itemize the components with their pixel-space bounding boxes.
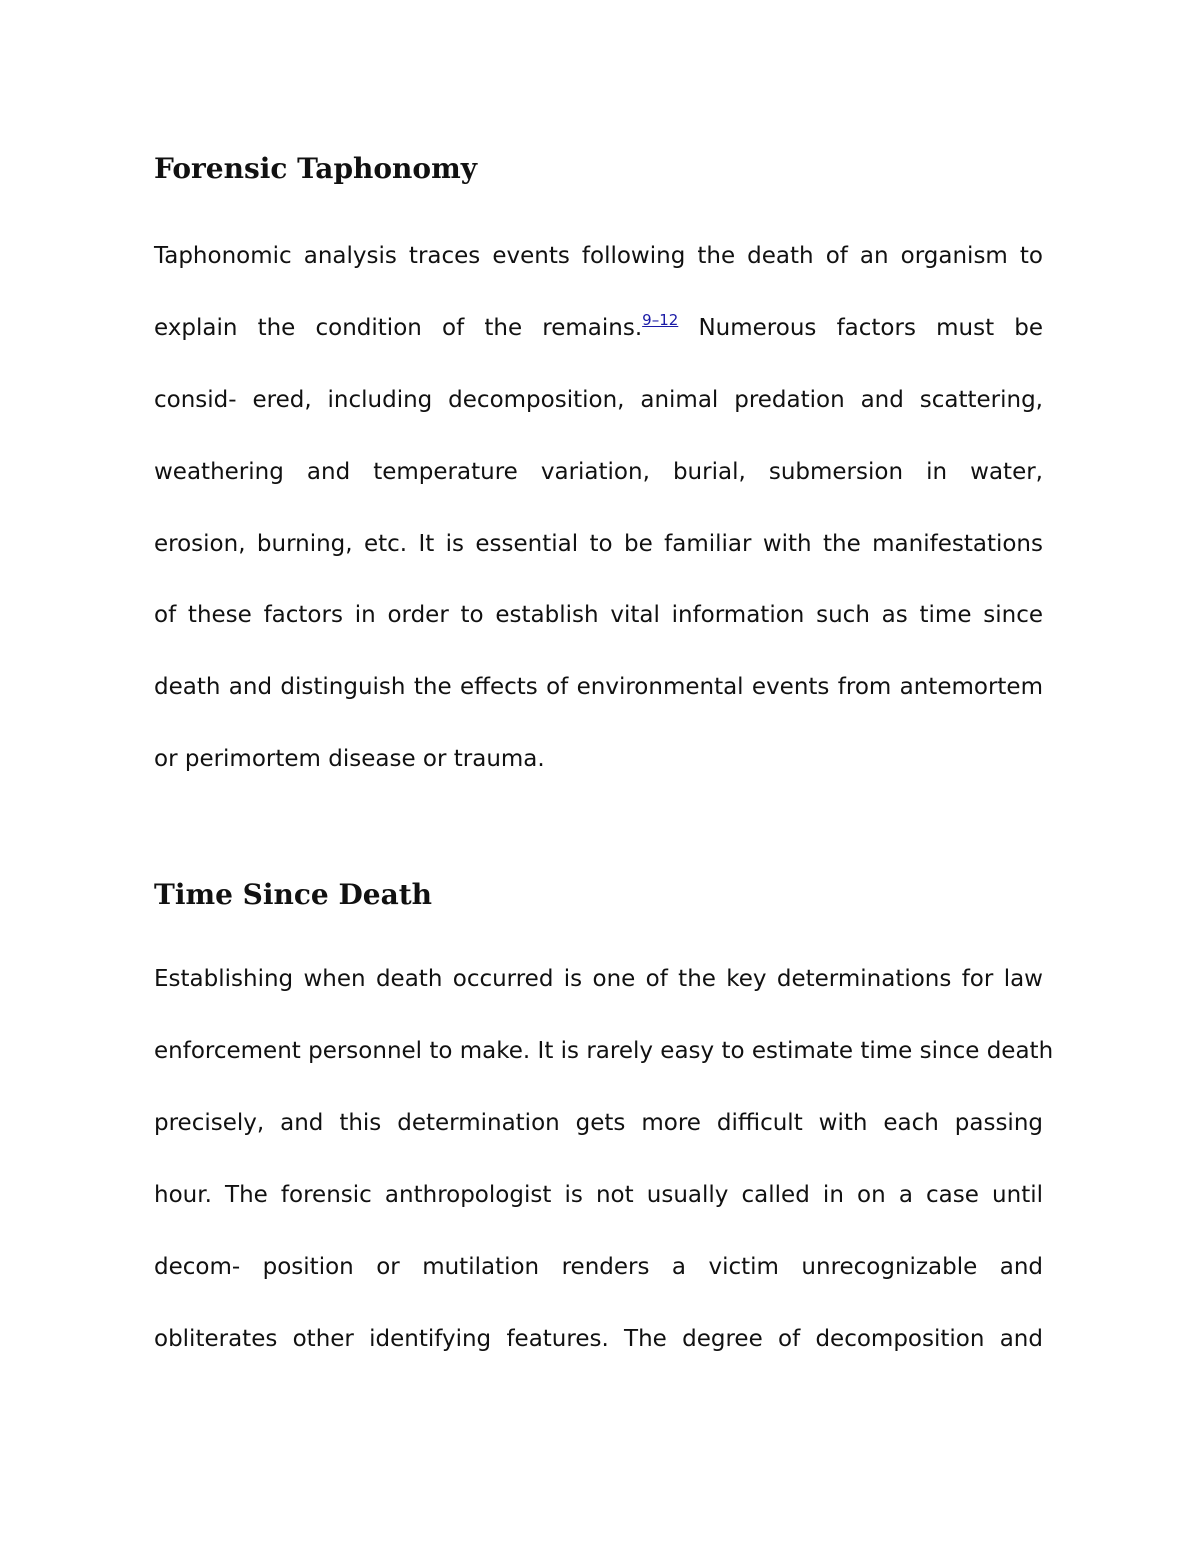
paragraph-line: obliterates other identifying features. The degree of decomposition and — [154, 1326, 1043, 1352]
paragraph-line-text: Numerous factors must be — [678, 315, 1044, 341]
paragraph-line: or perimortem disease or trauma. — [154, 746, 545, 772]
paragraph-line: death and distinguish the effects of environmental events from antemortem — [154, 674, 1043, 700]
paragraph-line-text: explain the condition of the remains. — [154, 315, 643, 341]
paragraph-line: consid- ered, including decomposition, animal predation and scattering, — [154, 387, 1043, 413]
paragraph-line: hour. The forensic anthropologist is not usually called in on a case until — [154, 1182, 1043, 1208]
paragraph-line: Establishing when death occurred is one of the key determinations for law — [154, 966, 1043, 992]
paragraph-line: decom- position or mutilation renders a victim unrecognizable and — [154, 1254, 1043, 1280]
citation-link[interactable]: 9–12 — [642, 311, 679, 329]
paragraph-line-with-citation — [154, 312, 1043, 344]
section-heading-time-since-death: Time Since Death — [154, 878, 433, 911]
section-heading-forensic-taphonomy: Forensic Taphonomy — [154, 152, 477, 185]
paragraph-line: of these factors in order to establish vital information such as time since — [154, 602, 1043, 628]
paragraph-line: erosion, burning, etc. It is essential to be familiar with the manifestations — [154, 531, 1043, 557]
paragraph-line: enforcement personnel to make. It is rarely easy to estimate time since death — [154, 1038, 1054, 1064]
paragraph-line: Taphonomic analysis traces events following the death of an organism to — [154, 243, 1043, 269]
paragraph-line: precisely, and this determination gets more difficult with each passing — [154, 1110, 1043, 1136]
paragraph-line: weathering and temperature variation, burial, submersion in water, — [154, 459, 1043, 485]
